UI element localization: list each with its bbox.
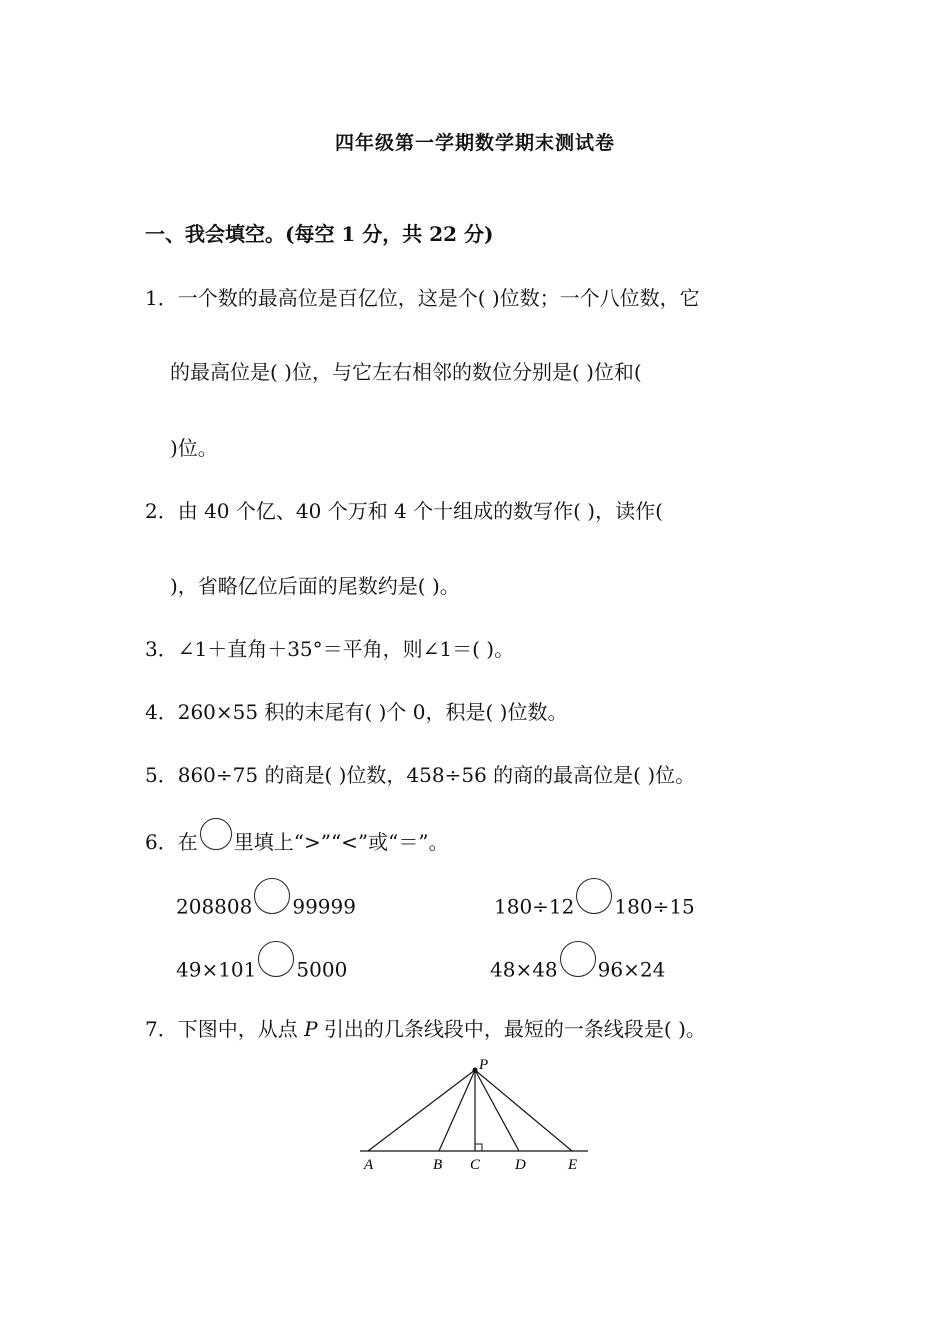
section-heading: 一、我会填空。(每空 1 分，共 22 分) <box>145 222 494 246</box>
segment-PB <box>439 1070 475 1151</box>
q1-line2: 的最高位是( )位，与它左右相邻的数位分别是( )位和( <box>170 360 642 384</box>
right-angle-mark <box>475 1144 482 1151</box>
compare-right: 99999 <box>292 894 356 919</box>
compare-item-1 <box>176 890 356 926</box>
compare-left: 49×101 <box>176 957 257 982</box>
segment-PA <box>368 1070 475 1151</box>
q2-line2: )，省略亿位后面的尾数约是( )。 <box>170 574 460 598</box>
compare-right: 96×24 <box>597 957 666 982</box>
label-E: E <box>568 1157 578 1173</box>
q1-line1: 1．一个数的最高位是百亿位，这是个( )位数；一个八位数，它 <box>145 286 700 310</box>
q6-suffix: 里填上“>”“<”或“＝”。 <box>233 830 449 854</box>
answer-circle[interactable] <box>560 941 596 977</box>
answer-circle[interactable] <box>258 941 294 977</box>
label-D: D <box>515 1157 526 1173</box>
compare-left: 180÷12 <box>494 894 575 919</box>
q7-post: 引出的几条线段中，最短的一条线段是( )。 <box>317 1017 706 1041</box>
segment-PD <box>475 1070 519 1151</box>
answer-circle[interactable] <box>254 878 290 914</box>
compare-circle-icon <box>200 818 232 850</box>
q2-line1: 2．由 40 个亿、40 个万和 4 个十组成的数写作( )，读作( <box>145 499 663 523</box>
compare-item-4 <box>490 953 665 989</box>
compare-left: 48×48 <box>490 957 558 982</box>
compare-item-3 <box>176 953 347 989</box>
q6-instruction <box>145 826 449 860</box>
answer-circle[interactable] <box>576 878 612 914</box>
compare-left: 208808 <box>176 894 253 919</box>
label-P: P <box>479 1057 489 1073</box>
q5-line: 5．860÷75 的商是( )位数，458÷56 的商的最高位是( )位。 <box>145 763 696 787</box>
segment-PE <box>475 1070 572 1151</box>
q1-line3: )位。 <box>170 436 218 460</box>
q6-prefix: 6．在 <box>145 830 198 854</box>
label-B: B <box>433 1157 443 1173</box>
q7-pre: 7．下图中，从点 <box>145 1017 305 1041</box>
label-C: C <box>470 1157 481 1173</box>
q7-line <box>145 1013 706 1042</box>
q4-line: 4．260×55 积的末尾有( )个 0，积是( )位数。 <box>145 700 568 724</box>
compare-item-2 <box>494 890 695 926</box>
q3-line: 3．∠1＋直角＋35°＝平角，则∠1＝( )。 <box>145 637 515 661</box>
page-title: 四年级第一学期数学期末测试卷 <box>334 132 615 154</box>
q7-point-label: P <box>304 1017 318 1041</box>
point-P <box>473 1068 478 1073</box>
compare-right: 5000 <box>296 957 348 982</box>
compare-right: 180÷15 <box>614 894 695 919</box>
geometry-diagram <box>350 1055 600 1180</box>
label-A: A <box>364 1157 374 1173</box>
